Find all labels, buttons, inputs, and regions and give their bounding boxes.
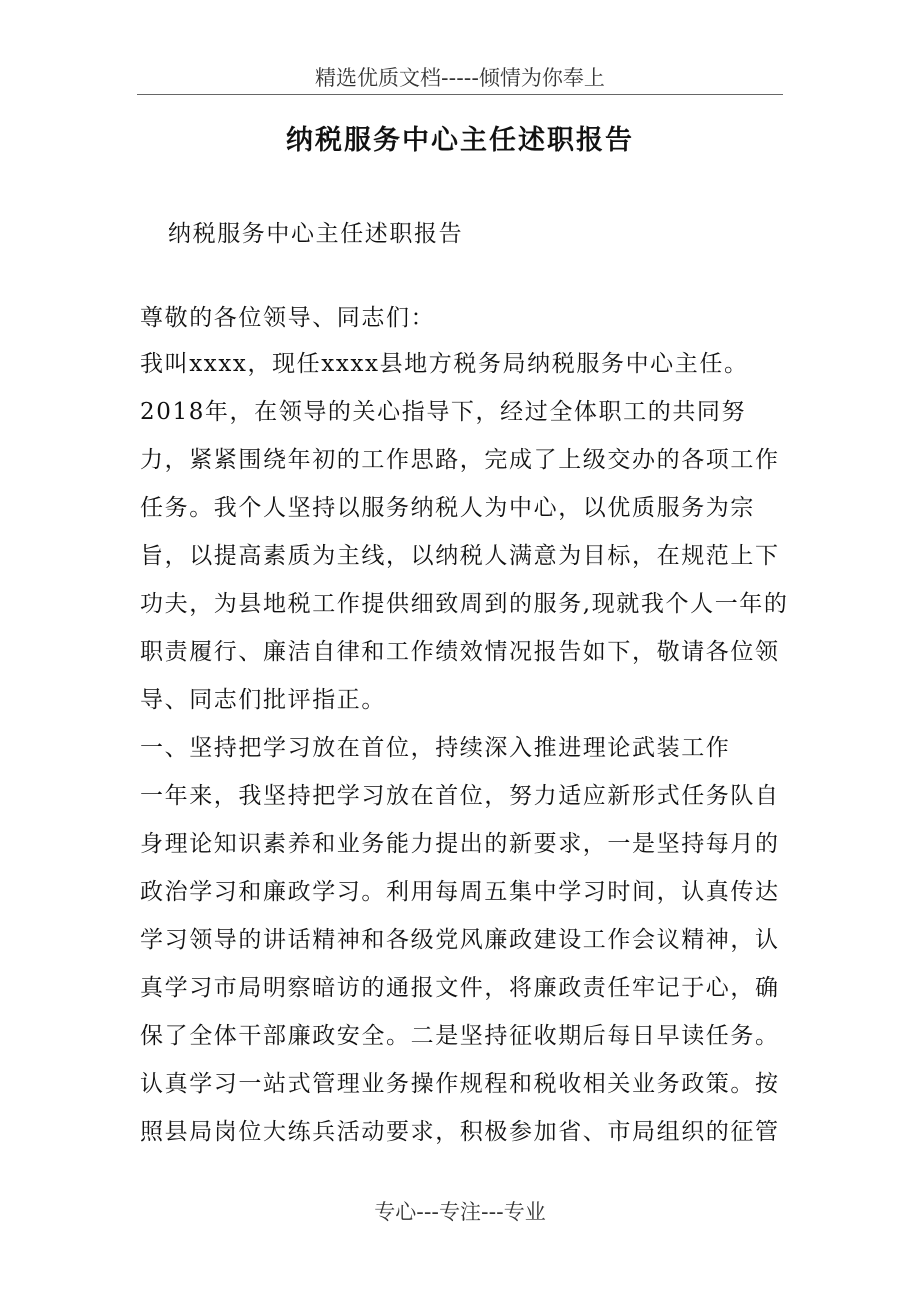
document-title: 纳税服务中心主任述职报告: [286, 125, 634, 156]
paragraph-study: 一年来，我坚持把学习放在首位，努力适应新形式任务队自身理论知识素养和业务能力提出的新要求，一是坚持每月的政治学习和廉政学习。利用每周五集中学习时间，认真传达学习领导的讲话精神和各级党风廉政建设工作会议精神，认真学习市局明察暗访的通报文件，将廉政责任牢记于心，确保了全体干部廉政安全。二是坚持征收期后每日早读任务。认真学习一站式管理业务操作规程和税收相关业务政策。按照县局岗位大练兵活动要求，积极参加省、市局组织的征管: [140, 783, 780, 1145]
document-subtitle: 纳税服务中心主任述职报告: [168, 221, 464, 247]
greeting-line: 尊敬的各位领导、同志们：: [140, 305, 436, 331]
page-footer: 专心---专注---专业: [374, 1200, 546, 1224]
header-divider: [137, 94, 783, 95]
paragraph-intro: 我叫xxxx，现任xxxx县地方税务局纳税服务中心主任。2018年，在领导的关心指导下，经过全体职工的共同努力，紧紧围绕年初的工作思路，完成了上级交办的各项工作任务。我个人坚持以服务纳税人为中心，以优质服务为宗旨，以提高素质为主线，以纳税人满意为目标，在规范上下功夫，为县地税工作提供细致周到的服务,现就我个人一年的职责履行、廉洁自律和工作绩效情况报告如下，敬请各位领导、同志们批评指正。: [140, 351, 789, 713]
section-heading-1: 一、坚持把学习放在首位，持续深入推进理论武装工作: [140, 735, 731, 761]
document-body: [140, 214, 792, 1156]
page-header: 精选优质文档-----倾情为你奉上: [315, 66, 605, 90]
